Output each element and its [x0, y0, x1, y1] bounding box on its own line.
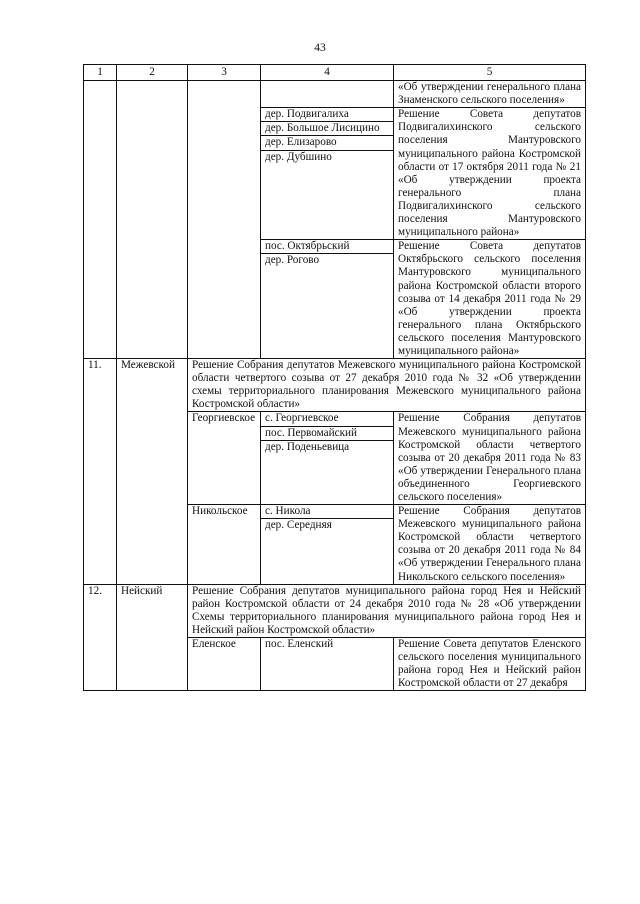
district-cell: Межевской — [117, 359, 188, 585]
header-col-1: 1 — [84, 65, 117, 81]
place-name: с. Георгиевское — [261, 412, 393, 426]
decision-cell: «Об утверждении генерального плана Знаменского сельского поселения» — [394, 81, 586, 108]
place-name: пос. Октябрьский — [261, 240, 393, 254]
decision-cell: Решение Собрания депутатов Межевского муниципального района Костромской области четвертого созыва от 20 декабря 2011 года № 83 «Об утверждении Генерального плана объединенного Георгиевского сельского поселения» — [394, 412, 586, 505]
places-cell — [261, 240, 394, 359]
table-header-row — [84, 65, 586, 81]
header-col-4: 4 — [261, 65, 394, 81]
header-col-5: 5 — [394, 65, 586, 81]
places-cell: пос. Еленский — [261, 638, 394, 691]
territorial-planning-table — [83, 64, 586, 691]
places-cell — [261, 108, 394, 240]
place-name: дер. Подвигалиха — [261, 108, 393, 122]
decision-cell: Решение Совета депутатов Подвигалихинского сельского поселения Мантуровского муниципального района Костромской области от 17 октября 2011 года № 21 «Об утверждении проекта генерального плана Подвигалихинского сельского поселения Мантуровского муниципального района» — [394, 108, 586, 240]
district-cell: Нейский — [117, 584, 188, 691]
table-row — [84, 81, 586, 108]
place-name: дер. Рогово — [265, 254, 320, 267]
settlement-cell: Еленское — [188, 638, 261, 691]
decision-cell: Решение Совета депутатов Еленского сельского поселения муниципального района город Нея и Нейский район Костромской области от 27 декабря — [394, 638, 586, 691]
places-cell — [261, 81, 394, 108]
table-row — [84, 359, 586, 412]
header-col-3: 3 — [188, 65, 261, 81]
header-col-2: 2 — [117, 65, 188, 81]
places-cell — [261, 412, 394, 505]
place-name: дер. Большое Лисицино — [261, 122, 393, 136]
settlement-cell — [188, 81, 261, 359]
places-cell — [261, 505, 394, 585]
place-name: дер. Дубшино — [265, 150, 332, 163]
settlement-cell: Георгиевское — [188, 412, 261, 505]
place-name: пос. Первомайский — [261, 427, 393, 441]
row-number-cell: 11. — [84, 359, 117, 585]
decision-cell: Решение Совета депутатов Октябрьского сельского поселения Мантуровского муниципального района Костромской области второго созыва от 14 декабря 2011 года № 29 «Об утверждении проекта генерального плана Октябрьского сельского поселения Мантуровского муниципального района» — [394, 240, 586, 359]
district-decision-cell: Решение Собрания депутатов Межевского муниципального района Костромской области четвертого созыва от 27 декабря 2010 года № 32 «Об утверждении схемы территориального планирования Межевского муниципального района Костромской области» — [188, 359, 586, 412]
row-number-cell: 12. — [84, 584, 117, 691]
settlement-cell: Никольское — [188, 505, 261, 585]
place-name: дер. Середняя — [265, 519, 332, 532]
district-decision-cell: Решение Собрания депутатов муниципального района город Нея и Нейский район Костромской области от 24 декабря 2010 года № 28 «Об утверждении Схемы территориального планирования муниципального района город Нея и Нейский район Костромской области» — [188, 584, 586, 637]
place-name: дер. Елизарово — [261, 136, 393, 150]
row-number-cell — [84, 81, 117, 359]
place-name: с. Никола — [261, 505, 393, 519]
page-number: 43 — [314, 42, 326, 54]
district-cell — [117, 81, 188, 359]
decision-cell: Решение Собрания депутатов Межевского муниципального района Костромской области четвертого созыва от 20 декабря 2011 года № 84 «Об утверждении Генерального плана Никольского сельского поселения» — [394, 505, 586, 585]
table-row — [84, 584, 586, 637]
place-name: дер. Поденьевица — [265, 440, 350, 453]
